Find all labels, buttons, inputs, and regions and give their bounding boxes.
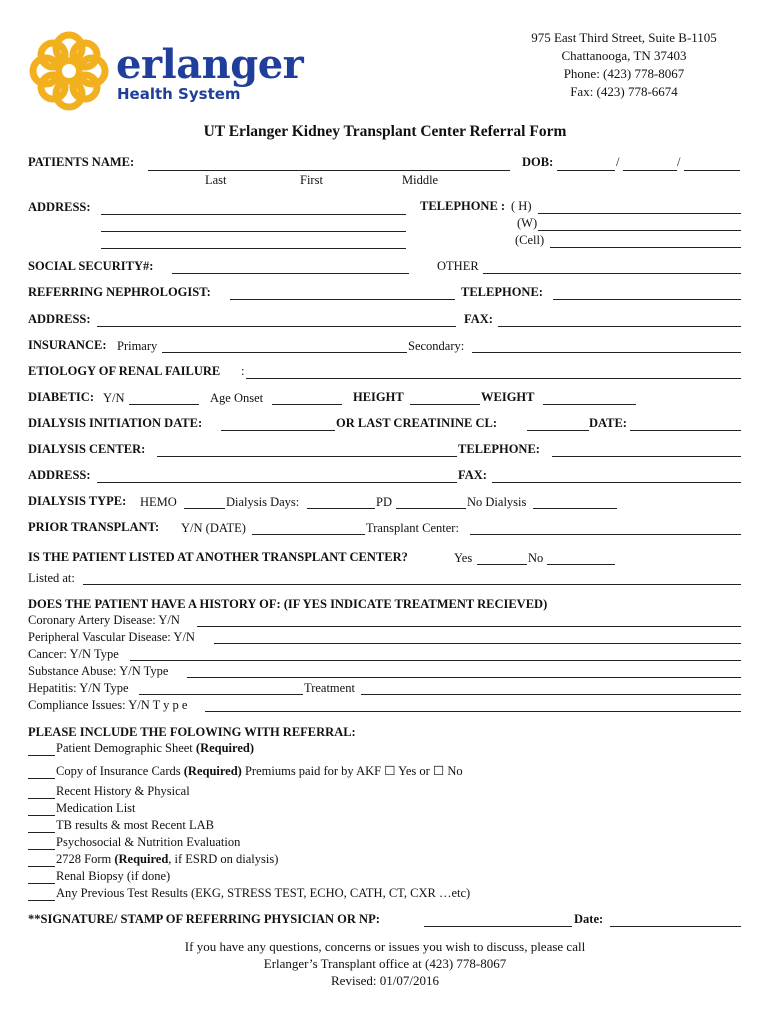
listed-at-field[interactable] [83, 584, 741, 585]
diabetic-label: DIABETIC: [28, 390, 94, 404]
patient-telephone-label: TELEPHONE : [420, 199, 506, 213]
check-psychosocial[interactable] [28, 849, 55, 850]
include-heading: PLEASE INCLUDE THE FOLOWING WITH REFERRAL: [28, 725, 356, 739]
dialysis-init-field[interactable] [221, 430, 335, 431]
form2728-rest: , if ESRD on dialysis) [168, 852, 279, 866]
required-tag: (Required) [195, 741, 255, 755]
dob-label: DOB: [522, 155, 554, 169]
patient-address-line3[interactable] [101, 248, 406, 249]
history-substance-field[interactable] [187, 677, 741, 678]
telephone-cell-caption: (Cell) [515, 233, 545, 247]
dialysis-days-field[interactable] [307, 508, 375, 509]
footer-revised: Revised: 01/07/2016 [331, 973, 439, 988]
check-renal-biopsy[interactable] [28, 883, 55, 884]
dialysis-center-field[interactable] [157, 456, 457, 457]
history-substance-label: Substance Abuse: Y/N Type [28, 664, 169, 678]
history-cad-label: Coronary Artery Disease: Y/N [28, 613, 180, 627]
check-tb[interactable] [28, 832, 55, 833]
listed-no-field[interactable] [547, 564, 615, 565]
dob-slash: / [677, 155, 681, 169]
history-compliance-label: Compliance Issues: Y/N T y p e [28, 698, 188, 712]
hemo-caption: HEMO [140, 495, 177, 509]
history-cancer-field[interactable] [130, 660, 741, 661]
include-insurance-cards [56, 764, 463, 779]
dialysis-center-address-field[interactable] [97, 482, 457, 483]
prior-transplant-date-field[interactable] [252, 534, 365, 535]
name-middle-caption: Middle [402, 173, 439, 187]
dob-slash: / [616, 155, 620, 169]
include-demographic-text: Patient Demographic Sheet [56, 741, 193, 755]
nephrologist-fax-label: FAX: [464, 312, 493, 326]
footer-line2: Erlanger’s Transplant office at (423) 778-8067 [263, 956, 507, 971]
nephrologist-address-field[interactable] [97, 326, 456, 327]
include-psychosocial: Psychosocial & Nutrition Evaluation [56, 835, 241, 849]
dialysis-init-label: DIALYSIS INITIATION DATE: [28, 416, 203, 430]
dialysis-days-caption: Dialysis Days: [226, 495, 300, 509]
other-field[interactable] [483, 273, 741, 274]
check-history-physical[interactable] [28, 798, 55, 799]
logo-wordmark: erlanger [116, 41, 304, 88]
checkbox-yes[interactable]: ☐ [384, 764, 396, 778]
height-label: HEIGHT [353, 390, 404, 404]
history-heading: DOES THE PATIENT HAVE A HISTORY OF: (IF YES INDICATE TREATMENT RECIEVED) [28, 597, 548, 611]
transplant-center-caption: Transplant Center: [366, 521, 459, 535]
checkbox-no[interactable]: ☐ [432, 764, 445, 778]
listed-no-caption: No [528, 551, 544, 565]
check-2728-form[interactable] [28, 866, 55, 867]
patient-name-label: PATIENTS NAME: [28, 155, 135, 169]
history-pvd-label: Peripheral Vascular Disease: Y/N [28, 630, 195, 644]
name-first-caption: First [300, 173, 323, 187]
prior-transplant-yn: Y/N (DATE) [181, 521, 246, 535]
ssn-field[interactable] [172, 273, 409, 274]
history-cad-field[interactable] [197, 626, 741, 627]
pd-field[interactable] [396, 508, 466, 509]
signature-field[interactable] [424, 926, 572, 927]
diabetic-yn: Y/N [103, 391, 125, 405]
nephrologist-telephone-field[interactable] [553, 299, 741, 300]
signature-date-label: Date: [574, 912, 604, 926]
insurance-label: INSURANCE: [28, 338, 107, 352]
insurance-primary-field[interactable] [162, 352, 407, 353]
transplant-center-field[interactable] [470, 534, 741, 535]
nephrologist-address-label: ADDRESS: [28, 312, 91, 326]
include-demographic [56, 741, 254, 756]
dialysis-center-fax-label: FAX: [458, 468, 487, 482]
dob-year-field[interactable] [684, 170, 740, 171]
include-tb: TB results & most Recent LAB [56, 818, 214, 832]
signature-date-field[interactable] [610, 926, 741, 927]
age-onset-caption: Age Onset [210, 391, 264, 405]
history-treatment-caption: Treatment [304, 681, 355, 695]
dialysis-type-label: DIALYSIS TYPE: [28, 494, 127, 508]
logo-subtitle: Health System [117, 85, 241, 103]
weight-label: WEIGHT [481, 390, 535, 404]
age-onset-field[interactable] [272, 404, 342, 405]
hemo-field[interactable] [184, 508, 225, 509]
creatinine-label: OR LAST CREATININE CL: [336, 416, 498, 430]
dob-day-field[interactable] [623, 170, 677, 171]
etiology-colon: : [241, 364, 245, 378]
check-medication[interactable] [28, 815, 55, 816]
listed-question: IS THE PATIENT LISTED AT ANOTHER TRANSPLANT CENTER? [28, 550, 408, 564]
weight-field[interactable] [543, 404, 636, 405]
nephrologist-fax-field[interactable] [498, 326, 741, 327]
include-history-physical: Recent History & Physical [56, 784, 190, 798]
height-field[interactable] [410, 404, 480, 405]
telephone-work-field[interactable] [538, 230, 741, 231]
dialysis-center-telephone-field[interactable] [552, 456, 741, 457]
creatinine-date-label: DATE: [589, 416, 627, 430]
telephone-home-field[interactable] [538, 213, 741, 214]
yes-or-text: Yes or [398, 764, 430, 778]
insurance-secondary-caption: Secondary: [408, 339, 465, 353]
creatinine-field[interactable] [527, 430, 589, 431]
address-line: Fax: (423) 778-6674 [570, 84, 678, 99]
address-line: Phone: (423) 778-8067 [563, 66, 685, 81]
form2728-required: (Required [114, 852, 169, 866]
telephone-cell-field[interactable] [550, 247, 741, 248]
history-compliance-field[interactable] [205, 711, 741, 712]
footer-line1: If you have any questions, concerns or issues you wish to discuss, please call [184, 939, 586, 954]
address-line: Chattanooga, TN 37403 [561, 48, 687, 63]
history-pvd-field[interactable] [214, 643, 741, 644]
form-title: UT Erlanger Kidney Transplant Center Referral Form [203, 123, 567, 140]
required-tag: (Required) [183, 764, 242, 778]
no-dialysis-field[interactable] [533, 508, 617, 509]
other-label: OTHER [437, 259, 479, 273]
clinic-address [508, 29, 740, 101]
nephrologist-label: REFERRING NEPHROLOGIST: [28, 285, 211, 299]
insurance-secondary-field[interactable] [472, 352, 741, 353]
no-dialysis-caption: No Dialysis [467, 495, 527, 509]
nephrologist-telephone-label: TELEPHONE: [461, 285, 543, 299]
include-2728-form [56, 852, 278, 867]
telephone-home-caption: ( H) [511, 199, 532, 213]
patient-name-field[interactable] [148, 170, 510, 171]
dialysis-center-fax-field[interactable] [492, 482, 741, 483]
dialysis-center-label: DIALYSIS CENTER: [28, 442, 146, 456]
history-hepatitis-type-field[interactable] [139, 694, 303, 695]
etiology-field[interactable] [246, 378, 741, 379]
diabetic-field[interactable] [129, 404, 199, 405]
check-demographic[interactable] [28, 755, 55, 756]
dialysis-center-telephone-label: TELEPHONE: [458, 442, 540, 456]
patient-address-label: ADDRESS: [28, 200, 91, 214]
include-insurance-text: Copy of Insurance Cards [56, 764, 181, 778]
listed-yes-field[interactable] [477, 564, 527, 565]
pd-caption: PD [376, 495, 392, 509]
prior-transplant-label: PRIOR TRANSPLANT: [28, 520, 160, 534]
dob-month-field[interactable] [557, 170, 615, 171]
creatinine-date-field[interactable] [630, 430, 741, 431]
include-renal-biopsy: Renal Biopsy (if done) [56, 869, 171, 883]
history-cancer-label: Cancer: Y/N Type [28, 647, 119, 661]
address-line: 975 East Third Street, Suite B-1105 [531, 30, 717, 45]
name-last-caption: Last [205, 173, 227, 187]
telephone-work-caption: (W) [517, 216, 538, 230]
signature-label: **SIGNATURE/ STAMP OF REFERRING PHYSICIAN OR NP: [28, 912, 380, 926]
dialysis-center-address-label: ADDRESS: [28, 468, 91, 482]
include-previous-tests: Any Previous Test Results (EKG, STRESS TEST, ECHO, CATH, CT, CXR …etc) [56, 886, 471, 900]
listed-yes-caption: Yes [454, 551, 473, 565]
check-previous-tests[interactable] [28, 900, 55, 901]
form2728-text: 2728 Form [56, 852, 112, 866]
flower-logo-icon [26, 28, 112, 114]
nephrologist-field[interactable] [230, 299, 455, 300]
insurance-primary-caption: Primary [117, 339, 158, 353]
patient-address-line2[interactable] [101, 231, 406, 232]
etiology-label: ETIOLOGY OF RENAL FAILURE [28, 364, 221, 378]
premiums-text: Premiums paid for by AKF [244, 764, 382, 778]
check-insurance-cards[interactable] [28, 778, 55, 779]
patient-address-line1[interactable] [101, 214, 406, 215]
include-medication: Medication List [56, 801, 136, 815]
history-hepatitis-label: Hepatitis: Y/N Type [28, 681, 129, 695]
no-text: No [447, 764, 463, 778]
ssn-label: SOCIAL SECURITY#: [28, 259, 154, 273]
listed-at-caption: Listed at: [28, 571, 75, 585]
history-treatment-field[interactable] [361, 694, 741, 695]
